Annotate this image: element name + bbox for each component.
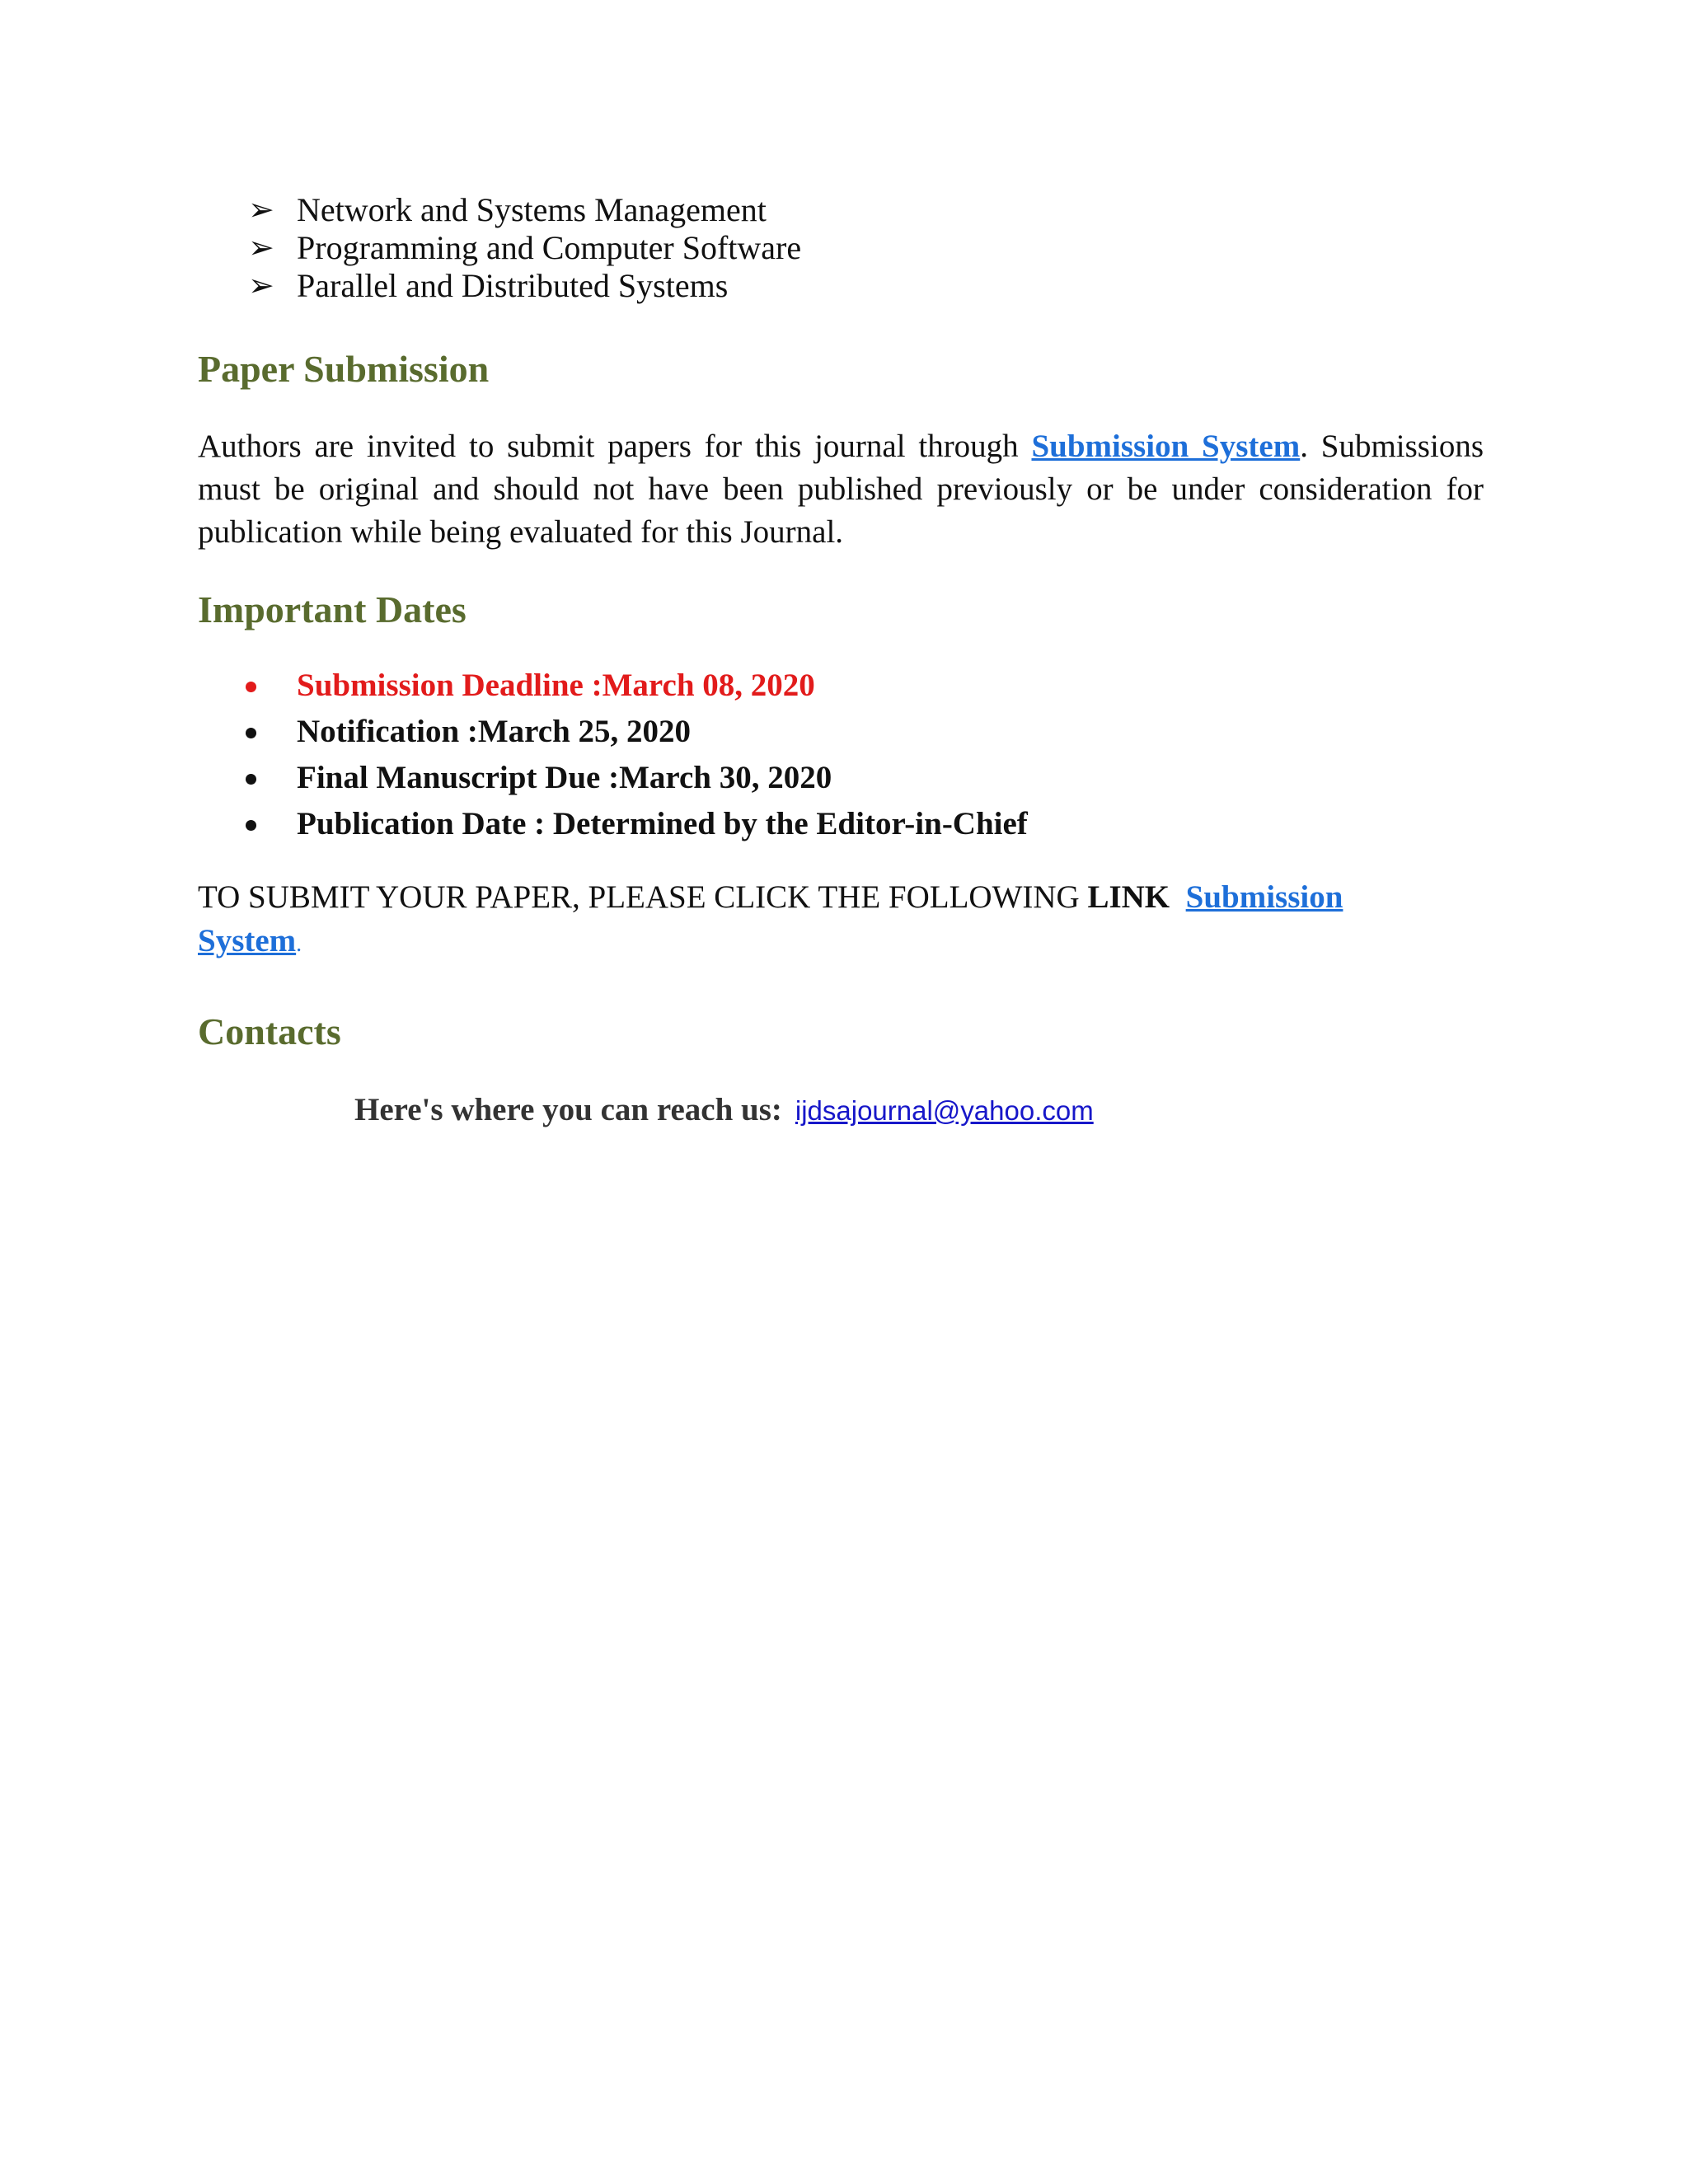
contact-line — [354, 1091, 1484, 1128]
submit-call-bold: LINK — [1087, 879, 1170, 915]
date-label: Publication Date : Determined by the Editor-in-Chief — [297, 806, 1028, 841]
date-item-submission-deadline — [198, 663, 1484, 709]
bullet-dot-icon — [246, 820, 256, 831]
submit-call-paragraph — [198, 875, 1368, 966]
paper-submission-paragraph — [198, 425, 1484, 554]
date-label: Submission Deadline :March 08, 2020 — [297, 668, 815, 703]
submission-text-after: . Submissions must be original and should not have been published previously or be under consideration for publication while being evaluated for this Journal. — [198, 429, 1484, 550]
submission-system-link[interactable]: Submission System — [1031, 429, 1301, 464]
topic-label: Network and Systems Management — [297, 191, 767, 228]
topic-item — [198, 267, 1484, 305]
submit-call-period: . — [296, 931, 302, 957]
submission-text-before: Authors are invited to submit papers for this journal through — [198, 429, 1032, 464]
date-label: Notification :March 25, 2020 — [297, 714, 692, 749]
paper-submission-heading: Paper Submission — [198, 348, 490, 390]
topic-item — [198, 229, 1484, 267]
date-label: Final Manuscript Due :March 30, 2020 — [297, 760, 832, 795]
bullet-dot-icon — [246, 682, 256, 692]
arrow-bullet-icon: ➢ — [248, 231, 274, 265]
bullet-dot-icon — [246, 728, 256, 738]
arrow-bullet-icon: ➢ — [248, 269, 274, 303]
submission-system-link-2[interactable]: Submission System — [198, 879, 1343, 958]
topic-list — [198, 191, 1484, 305]
topic-item — [198, 191, 1484, 229]
important-dates-heading: Important Dates — [198, 588, 467, 630]
contact-label: Here's where you can reach us: — [354, 1092, 782, 1127]
contacts-heading: Contacts — [198, 1010, 341, 1052]
bullet-dot-icon — [246, 774, 256, 785]
topic-label: Programming and Computer Software — [297, 229, 802, 266]
date-item-notification — [198, 709, 1484, 755]
submit-call-text: TO SUBMIT YOUR PAPER, PLEASE CLICK THE FOLLOWING — [198, 879, 1088, 915]
topic-label: Parallel and Distributed Systems — [297, 267, 729, 304]
date-item-publication — [198, 801, 1484, 847]
date-item-final-manuscript — [198, 755, 1484, 801]
arrow-bullet-icon: ➢ — [248, 193, 274, 227]
email-link[interactable]: ijdsajournal@yahoo.com — [795, 1095, 1094, 1126]
important-dates-list — [198, 663, 1484, 847]
page-content — [198, 191, 1484, 1128]
